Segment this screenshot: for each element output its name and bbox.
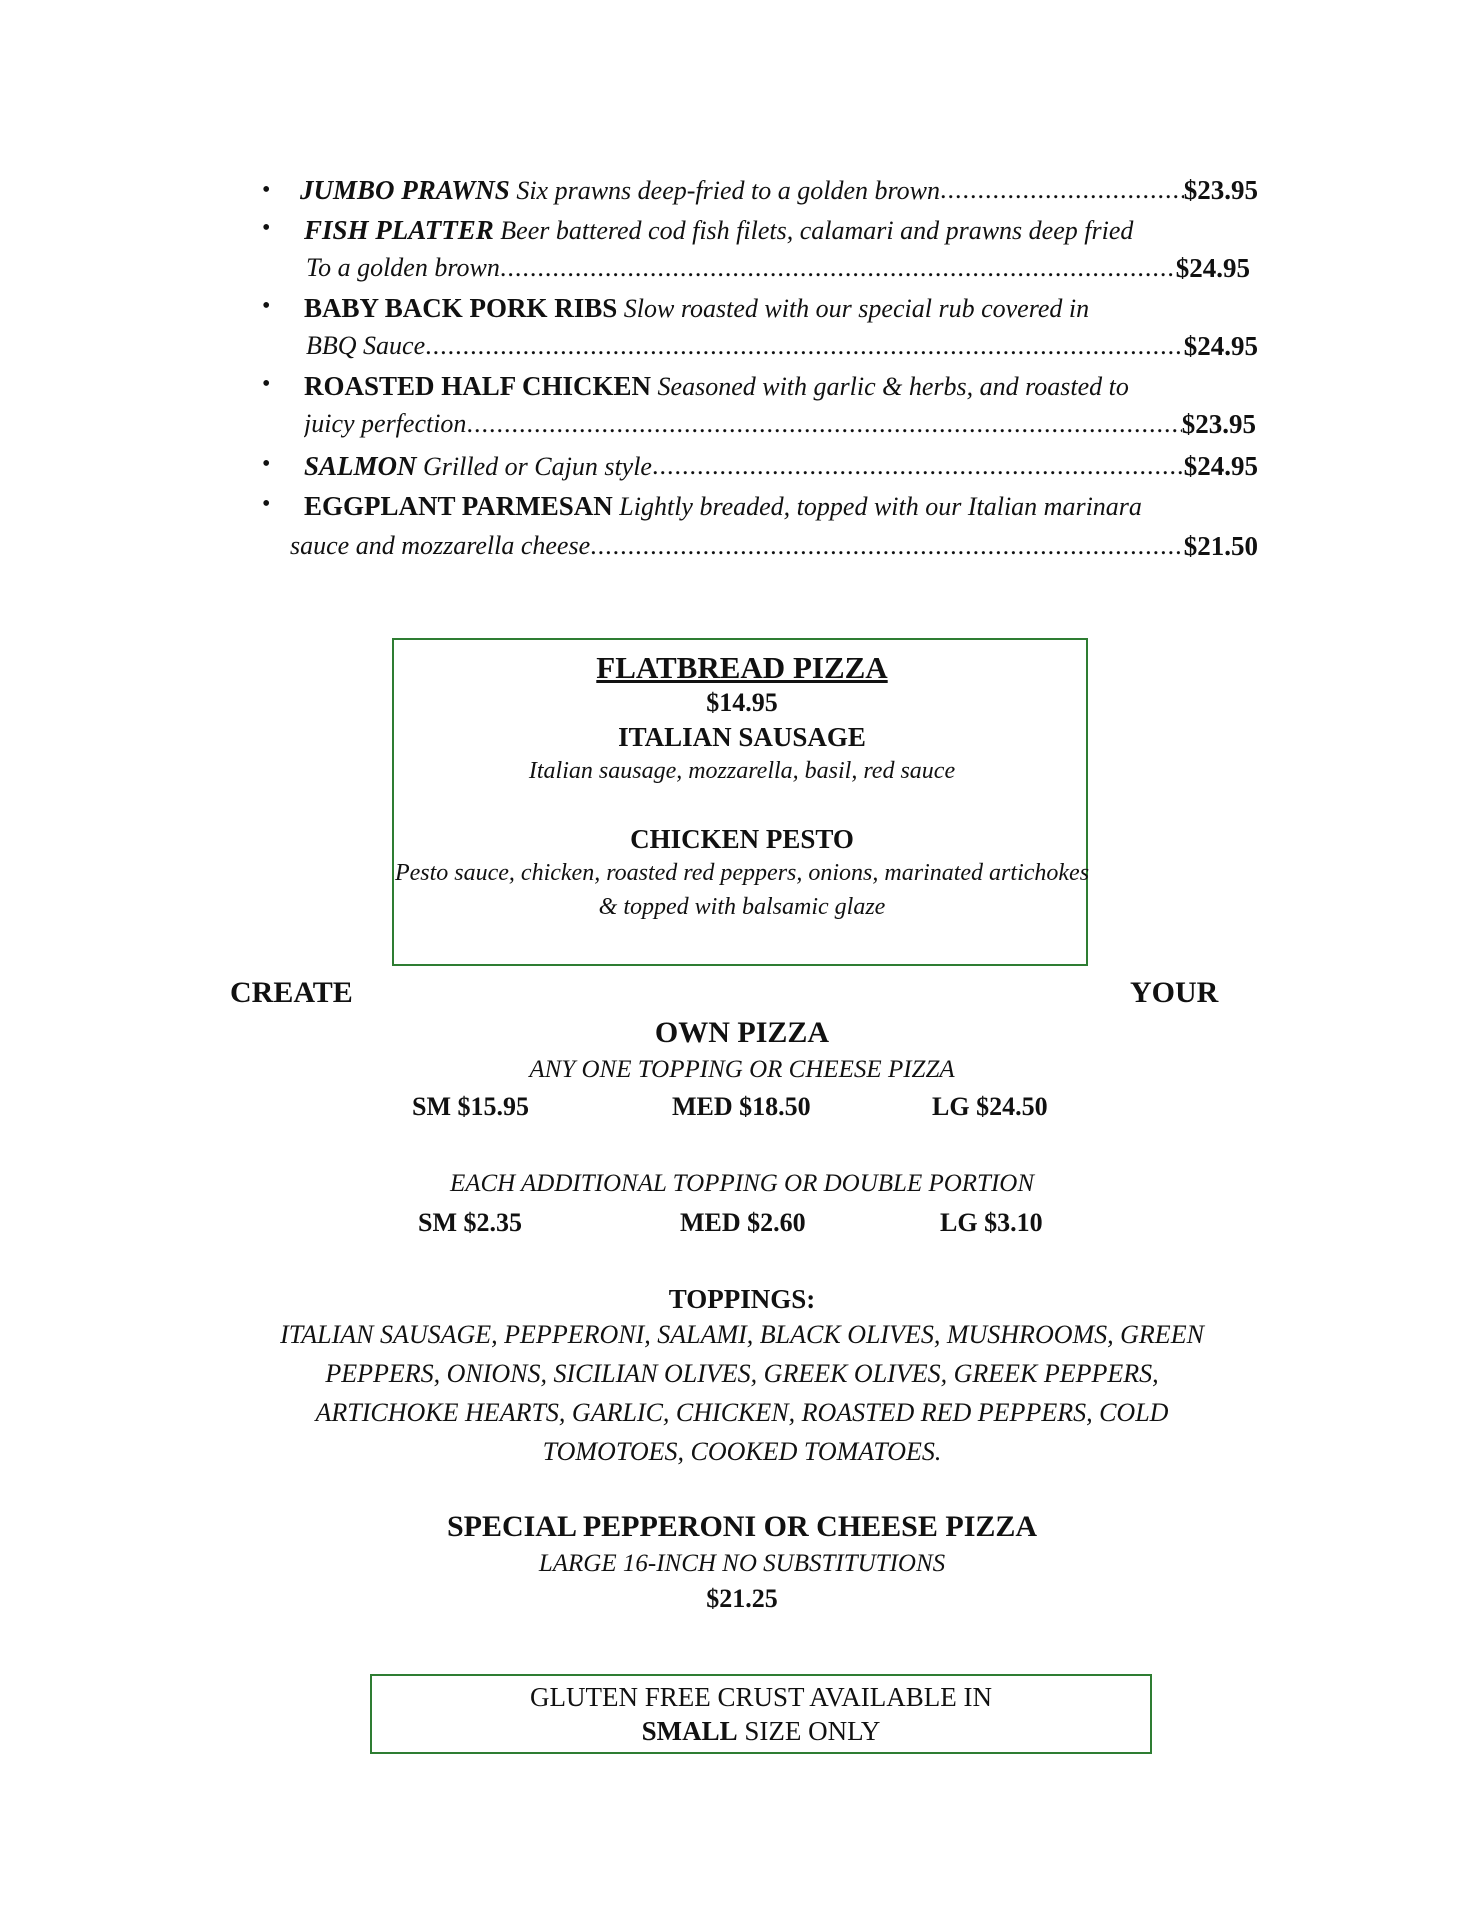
create-heading-word1: CREATE bbox=[230, 976, 353, 1009]
gluten-free-size-rest: SIZE ONLY bbox=[737, 1716, 881, 1746]
entree-name: FISH PLATTER bbox=[304, 215, 494, 245]
special-price: $21.25 bbox=[706, 1584, 778, 1613]
toppings-line: ITALIAN SAUSAGE, PEPPERONI, SALAMI, BLACK OLIVES, MUSHROOMS, GREEN bbox=[280, 1320, 1204, 1349]
entree-desc: Six prawns deep-fried to a golden brown bbox=[516, 176, 940, 205]
entree-eggplant bbox=[304, 488, 1142, 525]
entree-price: $21.50 bbox=[1183, 531, 1258, 561]
bullet-icon: • bbox=[262, 293, 271, 319]
toppings-title: TOPPINGS: bbox=[668, 1284, 816, 1314]
additional-topping-label: EACH ADDITIONAL TOPPING OR DOUBLE PORTION bbox=[449, 1170, 1035, 1197]
dot-leader bbox=[940, 172, 1184, 209]
entree-desc: Lightly breaded, topped with our Italian marinara bbox=[619, 492, 1142, 521]
entree-desc-cont: To a golden brown bbox=[306, 253, 500, 282]
dot-leader bbox=[590, 528, 1184, 564]
add-price-sm: SM $2.35 bbox=[418, 1208, 522, 1237]
entree-name: EGGPLANT PARMESAN bbox=[304, 491, 613, 521]
entree-desc: Grilled or Cajun style bbox=[423, 452, 652, 481]
entree-desc: Seasoned with garlic & herbs, and roasted to bbox=[657, 372, 1129, 401]
entree-desc-cont: BBQ Sauce bbox=[306, 331, 426, 360]
add-price-med: MED $2.60 bbox=[680, 1208, 806, 1237]
entree-desc: Beer battered cod fish filets, calamari and prawns deep fried bbox=[500, 216, 1134, 245]
entree-price: $24.95 bbox=[1183, 331, 1258, 361]
bullet-icon: • bbox=[262, 491, 271, 517]
size-price-sm: SM $15.95 bbox=[412, 1092, 529, 1121]
entree-price: $24.95 bbox=[1175, 253, 1250, 283]
entree-price: $24.95 bbox=[1183, 451, 1258, 481]
size-price-lg: LG $24.50 bbox=[932, 1092, 1048, 1121]
entree-jumbo-prawns bbox=[300, 172, 1258, 209]
special-subtitle: LARGE 16-INCH NO SUBSTITUTIONS bbox=[538, 1550, 946, 1577]
bullet-icon: • bbox=[262, 371, 271, 397]
entree-continuation bbox=[306, 328, 1258, 364]
add-price-lg: LG $3.10 bbox=[940, 1208, 1043, 1237]
special-title: SPECIAL PEPPERONI OR CHEESE PIZZA bbox=[446, 1510, 1038, 1543]
dot-leader bbox=[466, 406, 1181, 442]
entree-name: BABY BACK PORK RIBS bbox=[304, 293, 618, 323]
create-heading-word2: YOUR bbox=[1130, 976, 1219, 1009]
gluten-free-line2 bbox=[370, 1716, 1152, 1747]
toppings-line: TOMOTOES, COOKED TOMATOES. bbox=[542, 1437, 942, 1466]
entree-salmon bbox=[304, 448, 1258, 485]
entree-name: ROASTED HALF CHICKEN bbox=[304, 371, 652, 401]
dot-leader bbox=[425, 328, 1184, 364]
create-heading-line2: OWN PIZZA bbox=[654, 1016, 830, 1049]
entree-continuation bbox=[304, 406, 1256, 442]
flatbread-title: FLATBREAD PIZZA bbox=[596, 650, 888, 685]
bullet-icon: • bbox=[262, 451, 271, 477]
entree-continuation bbox=[290, 528, 1258, 564]
create-subtitle: ANY ONE TOPPING OR CHEESE PIZZA bbox=[529, 1056, 955, 1083]
entree-fish-platter bbox=[304, 212, 1133, 249]
gluten-free-line1: GLUTEN FREE CRUST AVAILABLE IN bbox=[529, 1682, 993, 1712]
entree-pork-ribs bbox=[304, 290, 1089, 327]
flatbread-item-name: ITALIAN SAUSAGE bbox=[618, 722, 866, 752]
entree-continuation bbox=[306, 250, 1250, 286]
flatbread-item-desc: Pesto sauce, chicken, roasted red peppers, onions, marinated artichokes bbox=[394, 860, 1090, 886]
entree-price: $23.95 bbox=[1183, 175, 1258, 205]
toppings-line: PEPPERS, ONIONS, SICILIAN OLIVES, GREEK OLIVES, GREEK PEPPERS, bbox=[325, 1359, 1159, 1388]
flatbread-item-name: CHICKEN PESTO bbox=[630, 824, 854, 854]
size-price-med: MED $18.50 bbox=[672, 1092, 811, 1121]
entree-desc: Slow roasted with our special rub covered in bbox=[623, 294, 1090, 323]
gluten-free-size-emphasis: SMALL bbox=[641, 1716, 738, 1746]
flatbread-item-desc: & topped with balsamic glaze bbox=[598, 894, 886, 920]
toppings-line: ARTICHOKE HEARTS, GARLIC, CHICKEN, ROASTED RED PEPPERS, COLD bbox=[315, 1398, 1169, 1427]
entree-name: JUMBO PRAWNS bbox=[300, 175, 510, 205]
entree-desc-cont: juicy perfection bbox=[304, 409, 467, 438]
dot-leader bbox=[500, 250, 1176, 286]
dot-leader bbox=[652, 448, 1184, 485]
bullet-icon: • bbox=[262, 215, 271, 241]
bullet-icon: • bbox=[262, 177, 271, 203]
flatbread-item-desc: Italian sausage, mozzarella, basil, red sauce bbox=[528, 758, 956, 784]
entree-roasted-chicken bbox=[304, 368, 1129, 405]
entree-price: $23.95 bbox=[1181, 409, 1256, 439]
flatbread-price: $14.95 bbox=[706, 688, 778, 717]
entree-name: SALMON bbox=[304, 451, 417, 481]
entree-desc-cont: sauce and mozzarella cheese bbox=[290, 531, 591, 560]
